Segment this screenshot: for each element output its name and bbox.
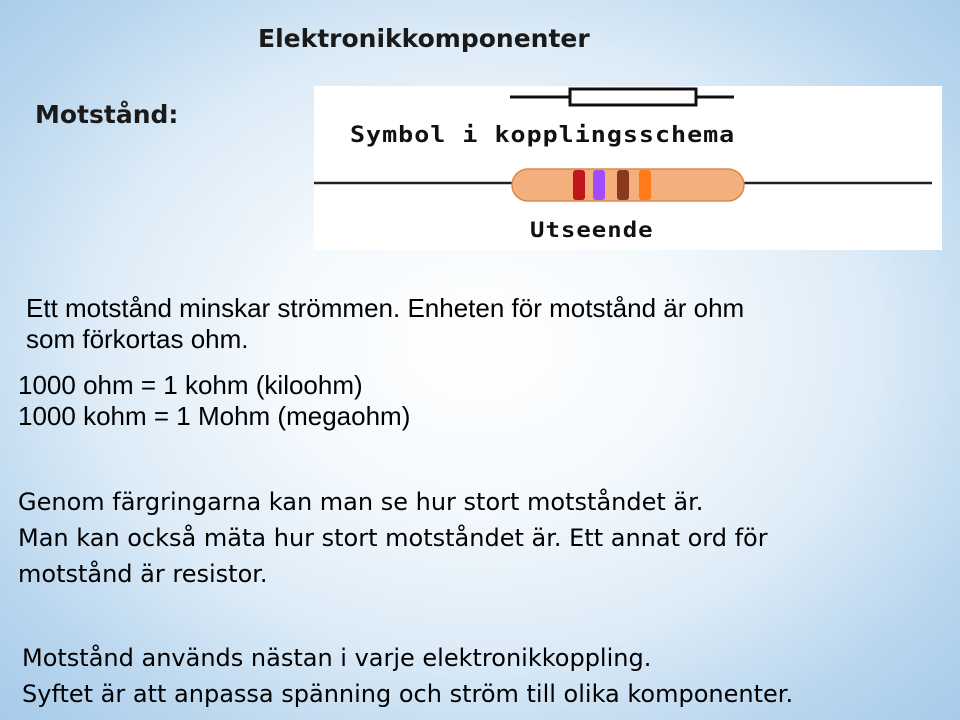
usage-line: Motstånd används nästan i varje elektronikkoppling. xyxy=(22,644,652,672)
color-band-1 xyxy=(573,170,585,200)
color-ring-paragraph xyxy=(18,484,768,592)
color-line: Man kan också mäta hur stort motståndet är. Ett annat ord för xyxy=(18,524,768,552)
intro-line: Ett motstånd minskar strömmen. Enheten för motstånd är ohm xyxy=(26,293,745,323)
intro-paragraph xyxy=(26,293,744,355)
resistor-schematic-symbol xyxy=(510,89,734,105)
color-band-3 xyxy=(617,170,629,200)
unit-line: 1000 ohm = 1 kohm (kiloohm) xyxy=(18,370,363,400)
intro-line: som förkortas ohm. xyxy=(26,324,249,354)
usage-paragraph xyxy=(22,640,793,712)
color-band-2 xyxy=(593,170,605,200)
symbol-caption: Symbol i kopplingsschema xyxy=(350,121,736,148)
unit-conversion xyxy=(18,370,410,432)
slide-title: Elektronikkomponenter xyxy=(258,24,590,53)
usage-line: Syftet är att anpassa spänning och ström till olika komponenter. xyxy=(22,680,794,708)
color-line: Genom färgringarna kan man se hur stort motståndet är. xyxy=(18,488,704,516)
resistor-figure xyxy=(314,86,942,250)
section-label: Motstånd: xyxy=(35,100,179,129)
color-line: motstånd är resistor. xyxy=(18,560,268,588)
color-band-4 xyxy=(639,170,651,200)
unit-line: 1000 kohm = 1 Mohm (megaohm) xyxy=(18,401,411,431)
resistor-physical xyxy=(314,169,932,201)
appearance-caption: Utseende xyxy=(530,217,654,243)
